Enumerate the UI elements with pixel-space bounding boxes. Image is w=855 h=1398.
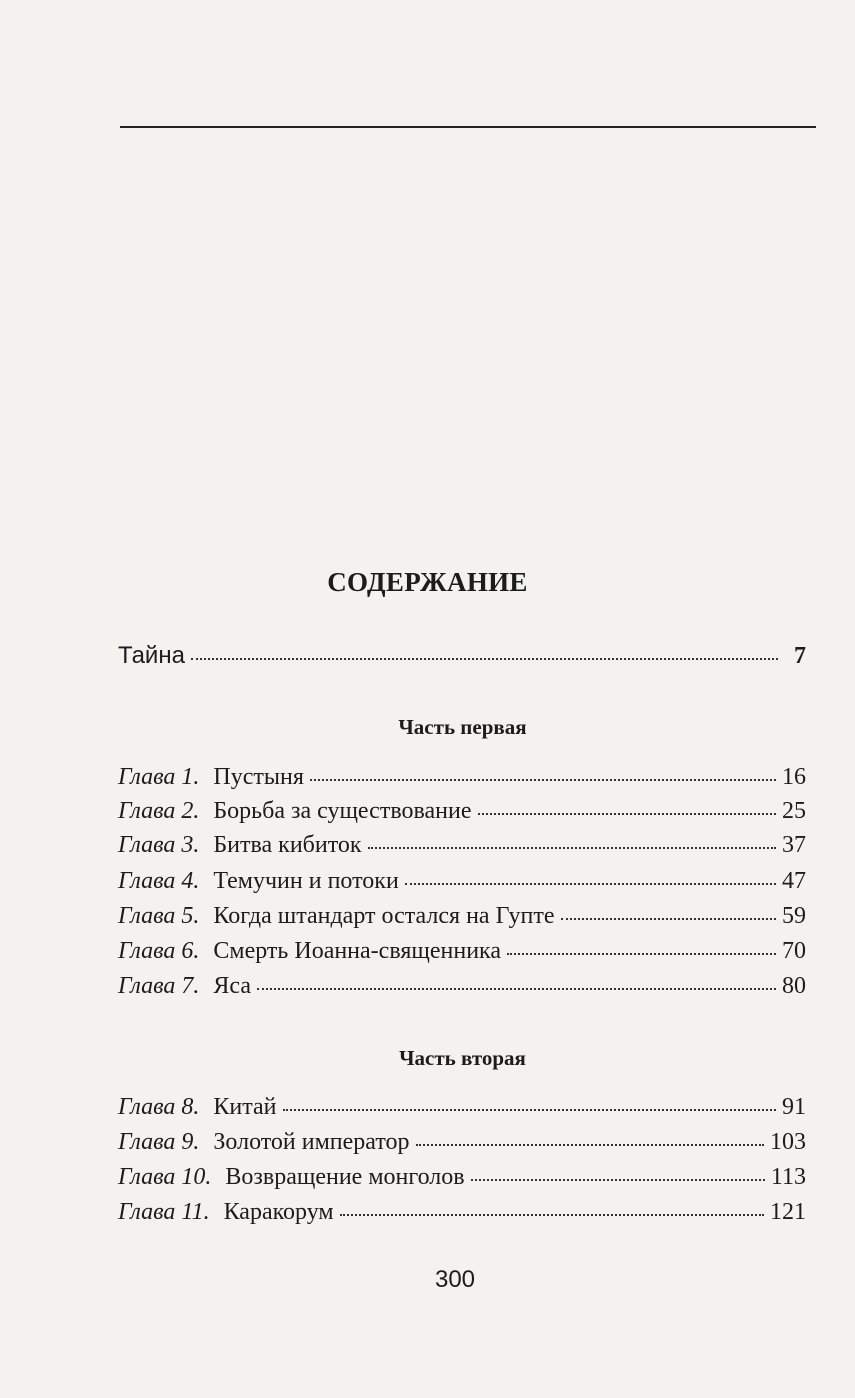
- chapter-page: 91: [782, 1094, 806, 1120]
- toc-entry: [118, 1199, 806, 1233]
- chapter-label: Глава 1.: [118, 764, 200, 790]
- dot-leader: [561, 918, 776, 920]
- toc-entry: [118, 868, 806, 902]
- chapter-page: 80: [782, 973, 806, 999]
- chapter-page: 113: [770, 1164, 806, 1190]
- chapter-name: Китай: [213, 1094, 277, 1120]
- chapter-page: 25: [782, 798, 806, 824]
- chapter-page: 37: [782, 832, 806, 858]
- toc-entry-prologue: [118, 642, 806, 676]
- dot-leader: [478, 813, 777, 815]
- dot-leader: [257, 988, 776, 990]
- chapter-name: Возвращение монголов: [225, 1164, 465, 1190]
- chapter-label: Глава 7.: [118, 973, 200, 999]
- chapter-label: Глава 4.: [118, 868, 200, 894]
- toc-entry: [118, 798, 806, 832]
- toc-title: СОДЕРЖАНИЕ: [327, 567, 528, 597]
- chapter-label: Глава 8.: [118, 1094, 200, 1120]
- chapter-label: Глава 6.: [118, 938, 200, 964]
- chapter-page: 16: [782, 764, 806, 790]
- chapter-name: Темучин и потоки: [213, 868, 399, 894]
- dot-leader: [283, 1109, 776, 1111]
- dot-leader: [416, 1144, 764, 1146]
- entry-name: Тайна: [118, 642, 185, 669]
- chapter-name: Каракорум: [223, 1199, 334, 1225]
- chapter-name: Яса: [213, 973, 251, 999]
- chapter-label: Глава 5.: [118, 903, 200, 929]
- chapter-page: 103: [770, 1129, 806, 1155]
- chapter-page: 121: [770, 1199, 806, 1225]
- chapter-page: 59: [782, 903, 806, 929]
- dot-leader: [340, 1214, 764, 1216]
- header-rule: [120, 126, 816, 128]
- chapter-name: Битва кибиток: [213, 832, 362, 858]
- toc-entry: [118, 1129, 806, 1163]
- chapter-name: Смерть Иоанна-священника: [213, 938, 501, 964]
- chapter-name: Борьба за существование: [213, 798, 472, 824]
- toc-entry: [118, 1164, 806, 1198]
- chapter-name: Пустыня: [213, 764, 304, 790]
- chapter-page: 70: [782, 938, 806, 964]
- dot-leader: [310, 779, 776, 781]
- dot-leader: [405, 883, 776, 885]
- toc-entry: [118, 973, 806, 1007]
- chapter-page: 47: [782, 868, 806, 894]
- chapter-label: Глава 2.: [118, 798, 200, 824]
- entry-page: 7: [794, 643, 806, 669]
- toc-entry: [118, 764, 806, 798]
- chapter-label: Глава 9.: [118, 1129, 200, 1155]
- chapter-label: Глава 3.: [118, 832, 200, 858]
- dot-leader: [368, 847, 776, 849]
- toc-entry: [118, 832, 806, 866]
- part-heading: Часть первая: [398, 715, 527, 739]
- dot-leader: [191, 658, 778, 660]
- chapter-label: Глава 10.: [118, 1164, 212, 1190]
- toc-entry: [118, 903, 806, 937]
- dot-leader: [507, 953, 776, 955]
- chapter-label: Глава 11.: [118, 1199, 210, 1225]
- chapter-name: Когда штандарт остался на Гупте: [213, 903, 555, 929]
- toc-entry: [118, 938, 806, 972]
- page-number: 300: [434, 1266, 476, 1293]
- chapter-name: Золотой император: [213, 1129, 410, 1155]
- dot-leader: [471, 1179, 765, 1181]
- part-heading: Часть вторая: [399, 1046, 526, 1070]
- toc-entry: [118, 1094, 806, 1128]
